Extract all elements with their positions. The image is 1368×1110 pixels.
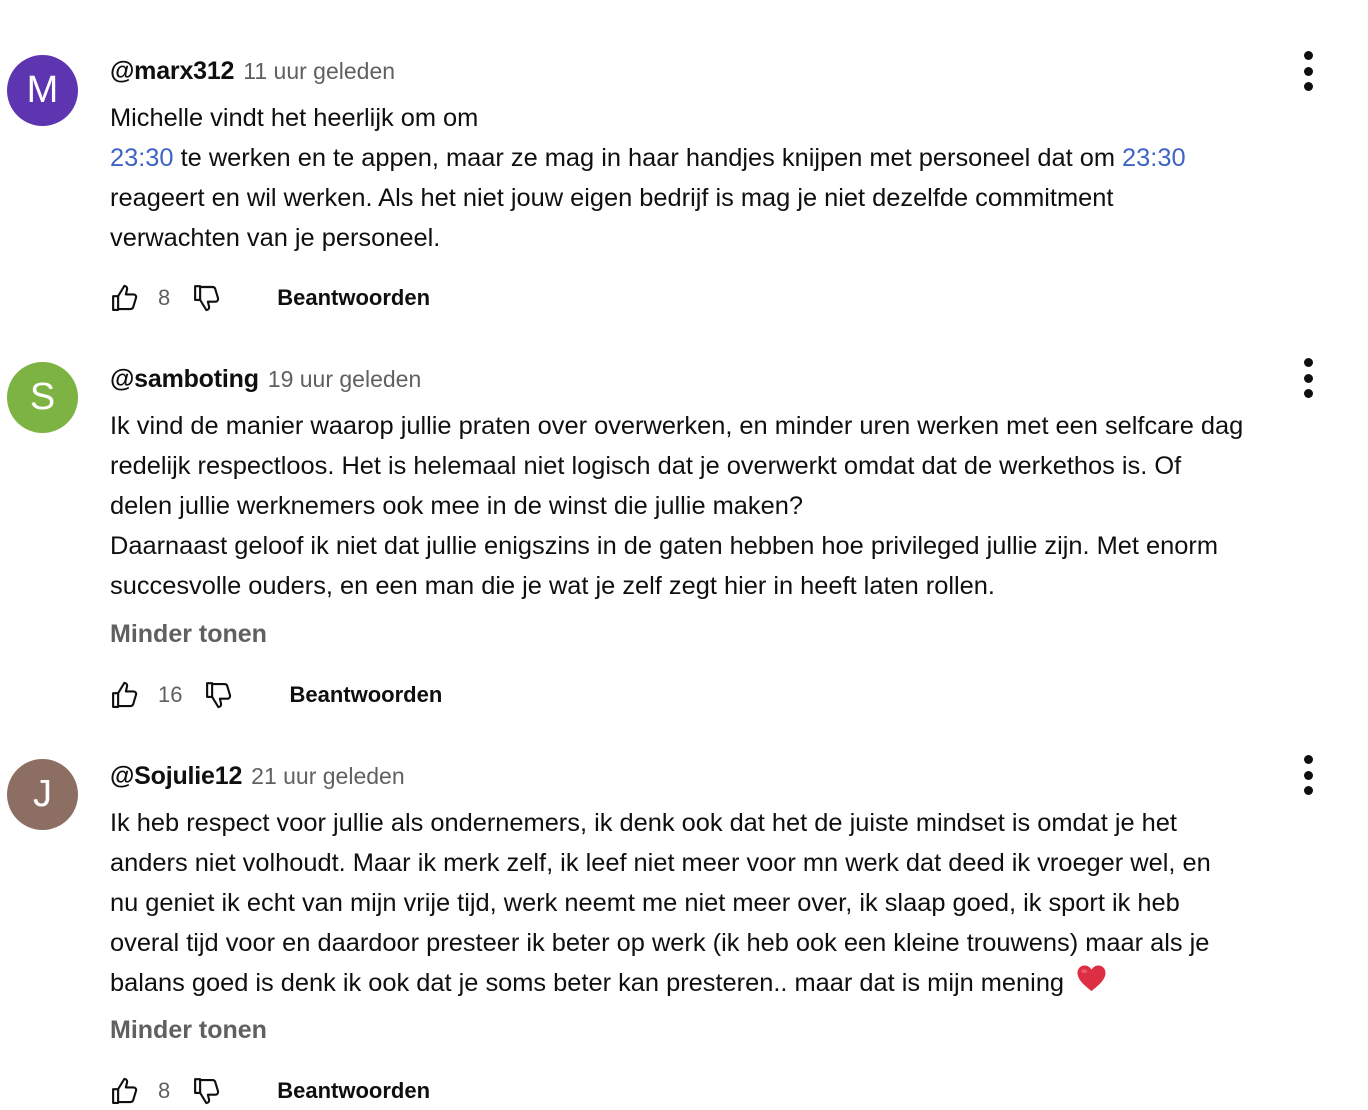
like-count: 16 [158, 682, 183, 707]
comment-header [110, 57, 395, 87]
author-name[interactable]: @samboting [110, 365, 259, 393]
timestamp-link[interactable]: 23:30 [110, 144, 174, 172]
comment-text [110, 98, 1360, 258]
comment-line: Michelle vindt het heerlijk om om [110, 104, 479, 132]
comment-line: Daarnaast geloof ik niet dat jullie enigszins in de gaten hebben hoe privileged jullie zijn. Met enorm [110, 532, 1218, 560]
timestamp-link[interactable]: 23:30 [1122, 144, 1186, 172]
reply-button[interactable]: Beantwoorden [277, 1078, 431, 1103]
thumbs-down-icon[interactable] [204, 679, 234, 711]
avatar[interactable] [7, 362, 78, 433]
comment-line [110, 138, 1360, 178]
like-count: 8 [158, 1078, 171, 1103]
comment-line-text: balans goed is denk ik ook dat je soms beter kan presteren.. maar dat is mijn mening [110, 969, 1065, 997]
comment-line-text: te werken en te appen, maar ze mag in haar handjes knijpen met personeel dat om [173, 144, 1123, 172]
more-actions-icon[interactable] [1294, 358, 1322, 398]
thumbs-down-icon[interactable] [192, 1075, 222, 1107]
comment-line [110, 963, 1360, 1003]
comment-line: verwachten van je personeel. [110, 224, 441, 252]
avatar[interactable] [7, 55, 78, 126]
comment-line: delen jullie werknemers ook mee in de winst die jullie maken? [110, 492, 803, 520]
comment-header [110, 762, 405, 792]
avatar-letter: J [33, 773, 52, 815]
thumbs-up-icon[interactable] [110, 282, 140, 314]
like-count: 8 [158, 285, 171, 310]
comment-timestamp[interactable]: 19 uur geleden [267, 366, 422, 392]
comment-timestamp[interactable]: 21 uur geleden [251, 763, 405, 789]
avatar[interactable] [7, 759, 78, 830]
author-name[interactable]: @marx312 [110, 57, 235, 85]
reply-button[interactable]: Beantwoorden [277, 285, 431, 310]
show-less-button[interactable]: Minder tonen [110, 1016, 267, 1044]
more-actions-icon[interactable] [1294, 51, 1322, 91]
comment-header [110, 365, 421, 395]
author-name[interactable]: @Sojulie12 [110, 762, 243, 790]
comment-line: succesvolle ouders, en een man die je wat je zelf zegt hier in heeft laten rollen. [110, 572, 995, 600]
avatar-letter: M [26, 69, 59, 111]
more-actions-icon[interactable] [1294, 755, 1322, 795]
comment-line: nu geniet ik echt van mijn vrije tijd, werk neemt me niet meer over, ik slaap goed, ik sport ik heb [110, 889, 1180, 917]
comment-actions [110, 1073, 430, 1109]
thumbs-up-icon[interactable] [110, 679, 140, 711]
comment-line: redelijk respectloos. Het is helemaal niet logisch dat je overwerkt omdat dat de werkethos is. Of [110, 452, 1182, 480]
show-less-button[interactable]: Minder tonen [110, 620, 267, 648]
comment-line: anders niet volhoudt. Maar ik merk zelf, ik leef niet meer voor mn werk dat deed ik vroeger wel, en [110, 849, 1211, 877]
comment-text [110, 803, 1360, 1003]
avatar-letter: S [29, 376, 56, 418]
comment-text [110, 406, 1360, 606]
thumbs-up-icon[interactable] [110, 1075, 140, 1107]
comment-line: reageert en wil werken. Als het niet jouw eigen bedrijf is mag je niet dezelfde commitment [110, 184, 1114, 212]
comment-line: Ik vind de manier waarop jullie praten over overwerken, en minder uren werken met een selfcare dag [110, 412, 1244, 440]
thumbs-down-icon[interactable] [192, 282, 222, 314]
comment-actions [110, 677, 442, 713]
comment-actions [110, 280, 430, 316]
comment-line: Ik heb respect voor jullie als ondernemers, ik denk ook dat het de juiste mindset is omdat je het [110, 809, 1177, 837]
comment-line: overal tijd voor en daardoor presteer ik beter op werk (ik heb ook een kleine trouwens) maar als je [110, 929, 1210, 957]
red-heart-emoji-icon [1076, 964, 1107, 1004]
comment-timestamp[interactable]: 11 uur geleden [243, 58, 396, 84]
reply-button[interactable]: Beantwoorden [289, 682, 443, 707]
